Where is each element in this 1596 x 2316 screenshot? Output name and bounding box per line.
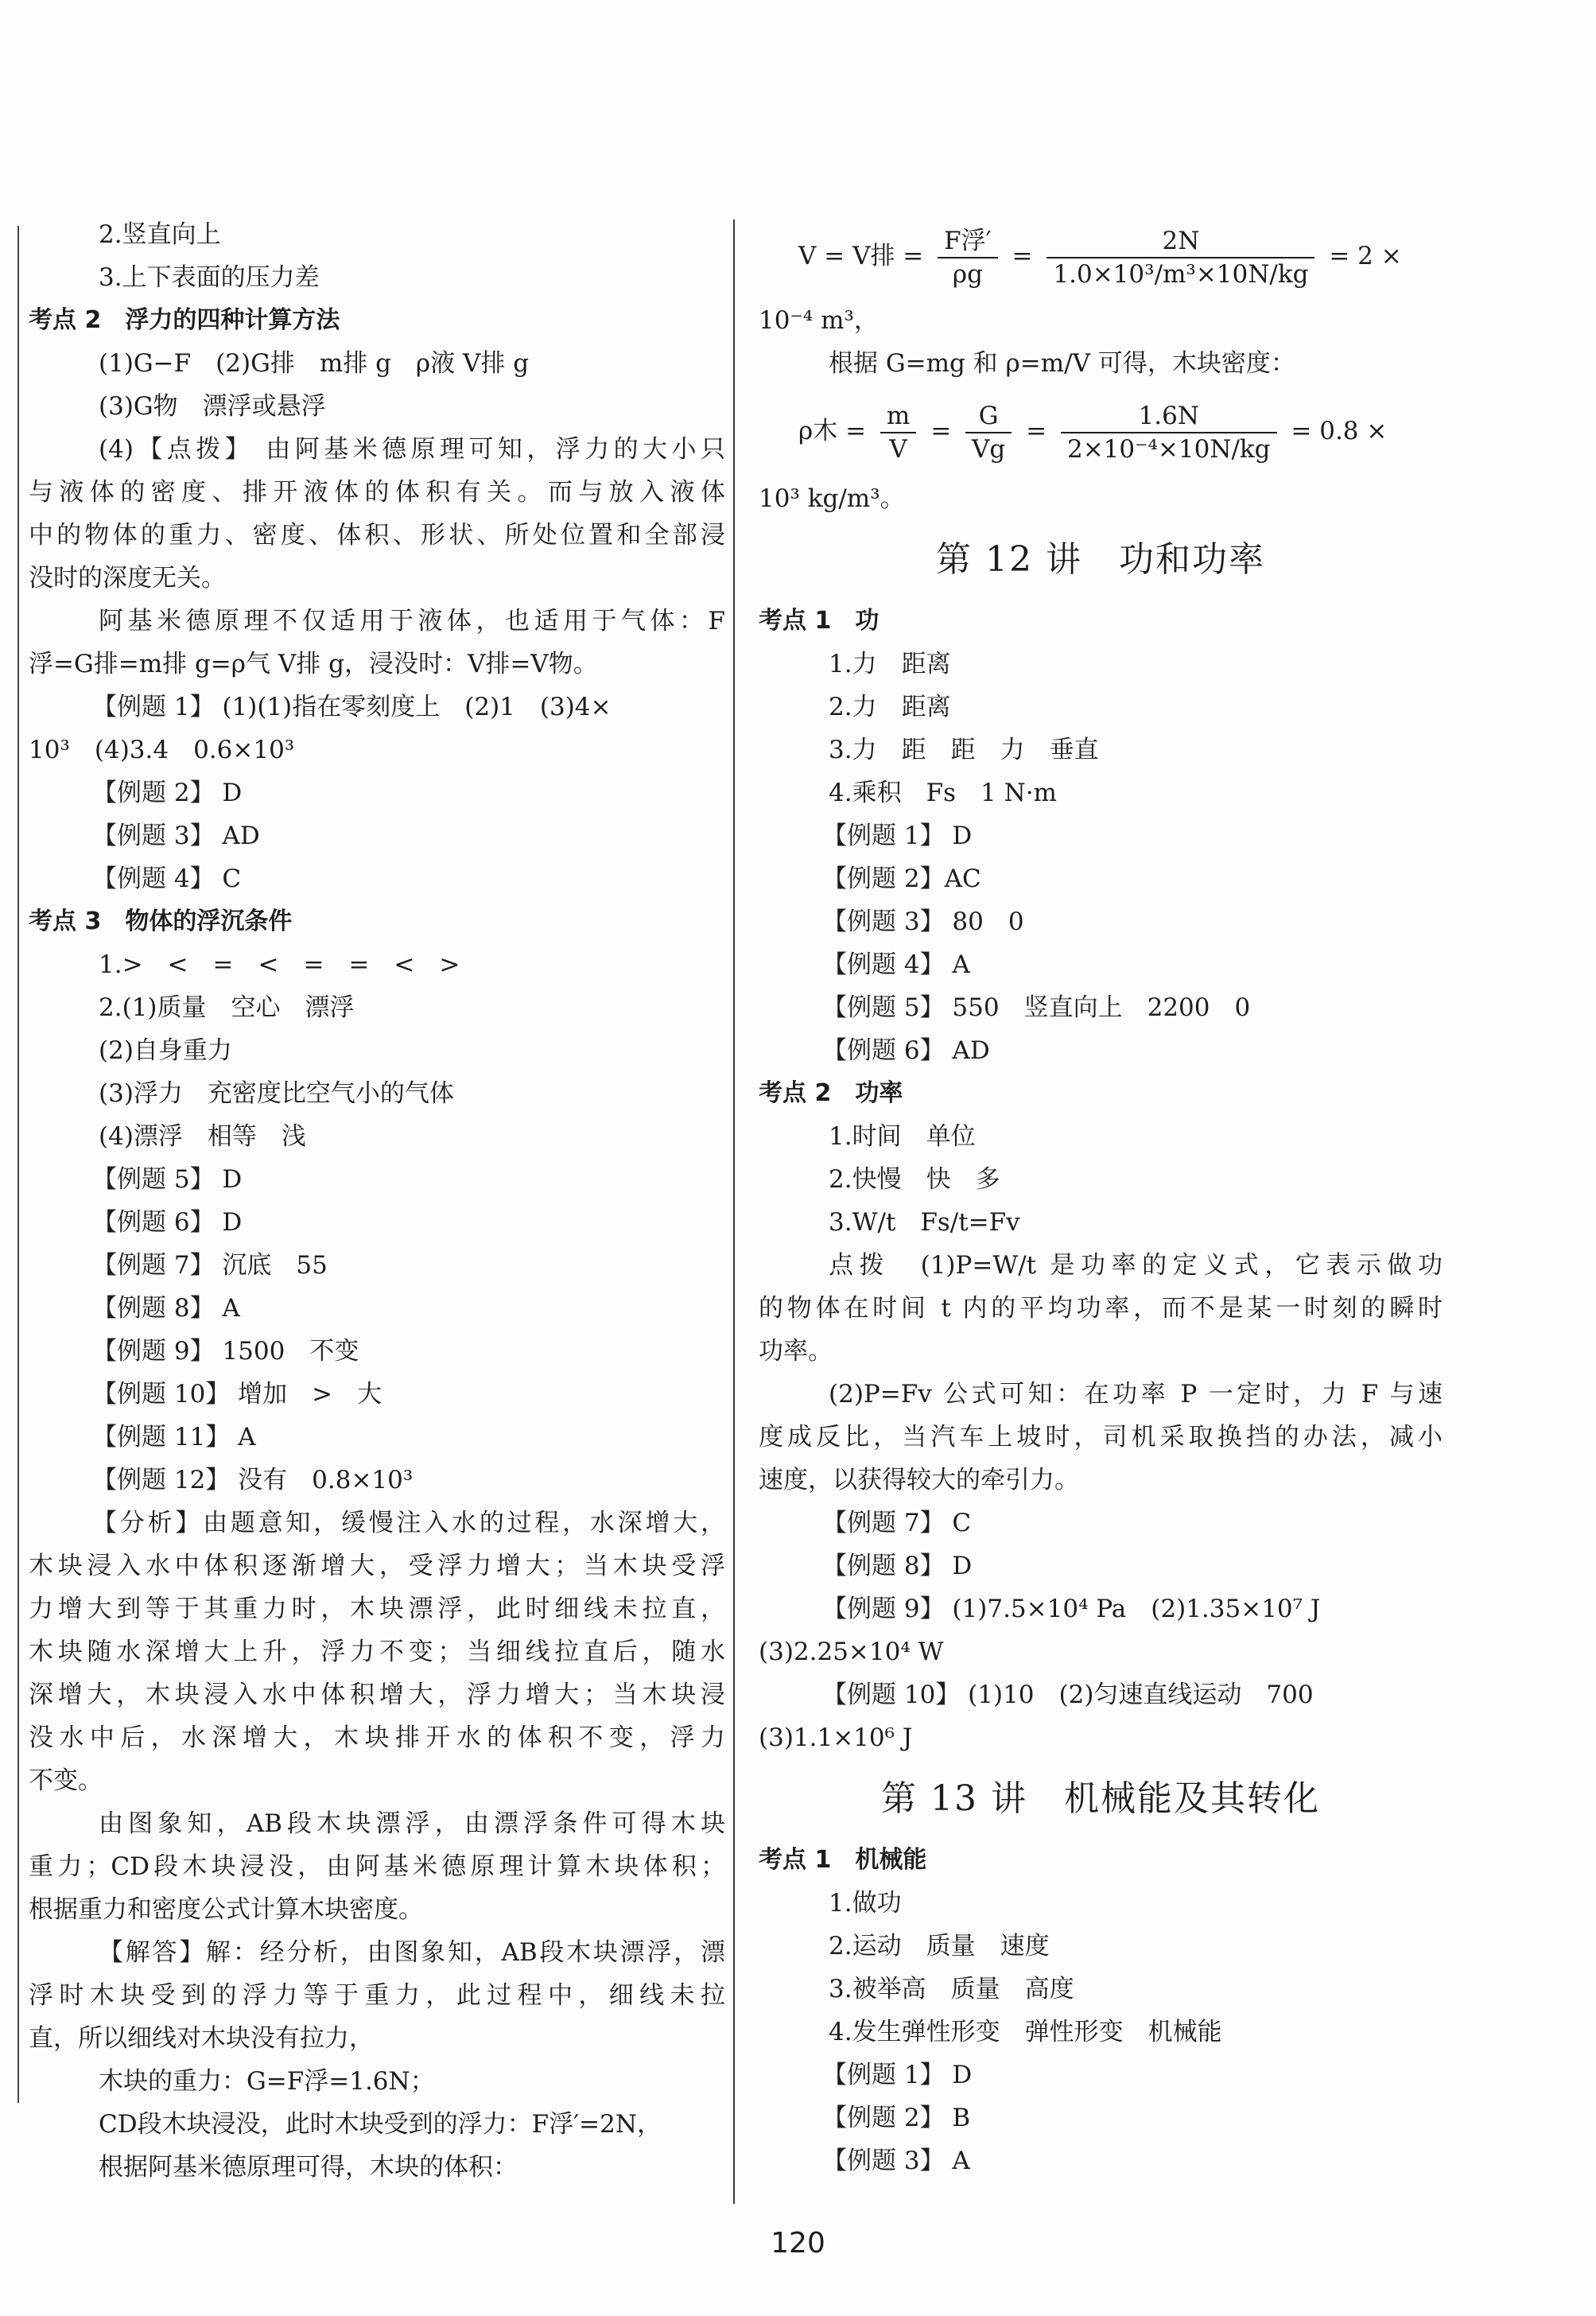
section-heading: 考点 1 机械能 — [759, 1846, 927, 1874]
numerator: F浮′ — [938, 225, 998, 258]
fraction — [1047, 225, 1314, 290]
column-divider — [733, 220, 735, 2204]
example-answer: 【例题 2】 B — [822, 2104, 971, 2132]
text-line: 木块的重力：G=F浮=1.6N； — [99, 2067, 435, 2096]
text-line: 重力；CD段木块浸没，由阿基米德原理计算木块体积； — [29, 1852, 725, 1881]
text-line: 4.发生弹性形变 弹性形变 机械能 — [829, 2018, 1222, 2046]
left-column — [29, 213, 725, 2189]
example-answer: 【例题 2】 D — [92, 779, 243, 807]
text-line: 速度，以获得较大的牵引力。 — [759, 1466, 1079, 1494]
text-line: 3.被举高 质量 高度 — [829, 1975, 1074, 2003]
text-line: 2.运动 质量 速度 — [829, 1932, 1050, 1960]
text-line: 的物体在时间 t 内的平均功率，而不是某一时刻的瞬时 — [759, 1294, 1443, 1323]
example-answer: 【例题 2】AC — [822, 865, 981, 893]
example-answer: 【例题 4】 A — [822, 950, 970, 979]
density-formula — [759, 385, 1443, 477]
numerator: m — [880, 400, 916, 433]
text-line: 由图象知，AB段木块漂浮，由漂浮条件可得木块 — [99, 1809, 725, 1838]
fraction — [1061, 400, 1277, 465]
denominator: Vg — [972, 434, 1006, 464]
text-line: (4)【点拨】 由阿基米德原理可知，浮力的大小只 — [99, 435, 725, 464]
text-line: (3)1.1×10⁶ J — [759, 1723, 913, 1752]
section-heading: 考点 2 功率 — [759, 1079, 903, 1107]
text-line: 功率。 — [759, 1337, 833, 1366]
text-line: 不变。 — [29, 1766, 103, 1795]
equals-sign: = — [1012, 242, 1033, 270]
text-line: 3.W/t Fs/t=Fv — [829, 1208, 1020, 1237]
text-line: 10⁻⁴ m³， — [759, 306, 879, 335]
example-answer: 【例题 6】 AD — [822, 1036, 990, 1065]
example-answer: 【例题 1】 D — [822, 2061, 973, 2089]
example-answer: 【例题 7】 沉底 55 — [92, 1251, 328, 1280]
example-answer: 【例题 8】 D — [822, 1552, 973, 1580]
volume-formula — [759, 213, 1443, 299]
text-line: 木块随水深增大上升，浮力不变；当细线拉直后，随水 — [29, 1638, 725, 1666]
example-answer: 【例题 7】 C — [822, 1509, 972, 1537]
text-line: 没时的深度无关。 — [29, 564, 226, 593]
section-heading: 考点 1 功 — [759, 607, 880, 635]
section-heading: 考点 2 浮力的四种计算方法 — [29, 306, 340, 334]
text-line: 度成反比，当汽车上坡时，司机采取换挡的办法，减小 — [759, 1423, 1443, 1451]
text-line: 3.上下表面的压力差 — [99, 263, 320, 292]
text-line: 根据 G=mg 和 ρ=m/V 可得，木块密度： — [829, 349, 1295, 378]
example-answer: 【例题 5】 550 竖直向上 2200 0 — [822, 993, 1251, 1022]
text-line: 根据阿基米德原理可得，木块的体积： — [99, 2153, 518, 2182]
text-line: 3.力 距 距 力 垂直 — [829, 736, 1099, 764]
example-answer: 【例题 10】 增加 > 大 — [92, 1380, 382, 1409]
example-answer: 【例题 9】 1500 不变 — [92, 1337, 359, 1366]
text-line: 浮时木块受到的浮力等于重力，此过程中，细线未拉 — [29, 1981, 725, 2010]
example-answer: 【例题 5】 D — [92, 1165, 243, 1194]
text-line: 2.快慢 快 多 — [829, 1165, 1000, 1194]
example-answer: 【例题 11】 A — [92, 1423, 256, 1451]
formula-rhs: = 0.8 × — [1291, 417, 1388, 445]
example-answer: 【例题 4】 C — [92, 865, 242, 893]
example-answer: 【例题 9】 (1)7.5×10⁴ Pa (2)1.35×10⁷ J — [822, 1595, 1321, 1623]
text-line: 根据重力和密度公式计算木块密度。 — [29, 1895, 423, 1924]
denominator: ρg — [952, 259, 983, 289]
equals-sign: = — [930, 417, 952, 445]
example-answer: 【例题 8】 A — [92, 1294, 240, 1323]
text-line: 2.力 距离 — [829, 693, 951, 721]
text-line: 中的物体的重力、密度、体积、形状、所处位置和全部浸 — [29, 521, 725, 550]
denominator: 1.0×10³/m³×10N/kg — [1053, 259, 1309, 289]
formula-lhs: ρ木 = — [798, 417, 867, 445]
text-line: 阿基米德原理不仅适用于液体，也适用于气体：F — [99, 607, 725, 635]
text-line: (2)P=Fv 公式可知：在功率 P 一定时，力 F 与速 — [829, 1380, 1443, 1409]
left-margin-rule — [17, 226, 19, 2103]
text-line: (2)自身重力 — [99, 1036, 232, 1065]
text-line: 点拨 (1)P=W/t 是功率的定义式，它表示做功 — [829, 1251, 1443, 1280]
formula-rhs: = 2 × — [1329, 242, 1402, 270]
text-line: 1.力 距离 — [829, 650, 951, 678]
example-answer: 【例题 6】 D — [92, 1208, 243, 1237]
example-answer: 【例题 12】 没有 0.8×10³ — [92, 1466, 414, 1494]
section-heading: 考点 3 物体的浮沉条件 — [29, 907, 293, 935]
text-line: 深增大，木块浸入水中体积增大，浮力增大；当木块浸 — [29, 1681, 725, 1709]
example-answer: 【例题 3】 A — [822, 2147, 970, 2175]
text-line: (4)漂浮 相等 浅 — [99, 1122, 306, 1151]
numerator: G — [965, 400, 1012, 433]
example-answer: 【例题 3】 80 0 — [822, 907, 1024, 936]
numerator: 1.6N — [1061, 400, 1277, 433]
example-answer: 【例题 1】 D — [822, 822, 973, 850]
example-answer: 【例题 1】 (1)(1)指在零刻度上 (2)1 (3)4× — [92, 693, 612, 721]
text-line: (3)G物 漂浮或悬浮 — [99, 392, 326, 421]
fraction — [938, 225, 998, 290]
page-number: 120 — [771, 2227, 825, 2260]
text-line: 直，所以细线对木块没有拉力， — [29, 2024, 374, 2053]
lecture-title: 第 12 讲 功和功率 — [936, 539, 1265, 580]
numerator: 2N — [1047, 225, 1314, 258]
text-line: 1.时间 单位 — [829, 1122, 976, 1151]
text-line: 浮=G排=m排 g=ρ气 V排 g，浸没时：V排=V物。 — [29, 650, 598, 678]
text-line: 没水中后，水深增大，木块排开水的体积不变，浮力 — [29, 1723, 725, 1752]
denominator: 2×10⁻⁴×10N/kg — [1066, 434, 1271, 464]
formula-lhs: V = V排 = — [798, 242, 924, 270]
text-line: 木块浸入水中体积逐渐增大，受浮力增大；当木块受浮 — [29, 1552, 725, 1580]
text-line: 10³ kg/m³。 — [759, 484, 905, 513]
text-line: (3)浮力 充密度比空气小的气体 — [99, 1079, 454, 1108]
fraction — [965, 400, 1012, 465]
text-line: 1.> < = < = = < > — [99, 950, 460, 979]
text-line: 与液体的密度、排开液体的体积有关。而与放入液体 — [29, 478, 725, 507]
text-line: 4.乘积 Fs 1 N·m — [829, 779, 1057, 807]
fraction — [880, 400, 916, 465]
lecture-title: 第 13 讲 机械能及其转化 — [881, 1778, 1320, 1819]
text-line: 力增大到等于其重力时，木块漂浮，此时细线未拉直， — [29, 1595, 725, 1623]
text-line: (3)2.25×10⁴ W — [759, 1638, 944, 1666]
denominator: V — [889, 434, 907, 464]
text-line: 2.竖直向上 — [99, 220, 221, 249]
equals-sign: = — [1026, 417, 1047, 445]
text-line: CD段木块浸没，此时木块受到的浮力：F浮′=2N， — [99, 2110, 662, 2139]
example-answer: 【例题 3】 AD — [92, 822, 260, 850]
text-line: 10³ (4)3.4 0.6×10³ — [29, 736, 295, 764]
right-column — [759, 213, 1443, 2182]
text-line: (1)G−F (2)G排 m排 g ρ液 V排 g — [99, 349, 530, 378]
example-answer: 【例题 10】 (1)10 (2)匀速直线运动 700 — [822, 1681, 1314, 1709]
text-line: 【解答】解：经分析，由图象知，AB段木块漂浮，漂 — [99, 1938, 725, 1967]
text-line: 【分析】由题意知，缓慢注入水的过程，水深增大， — [92, 1509, 725, 1537]
text-line: 2.(1)质量 空心 漂浮 — [99, 993, 355, 1022]
text-line: 1.做功 — [829, 1889, 902, 1918]
